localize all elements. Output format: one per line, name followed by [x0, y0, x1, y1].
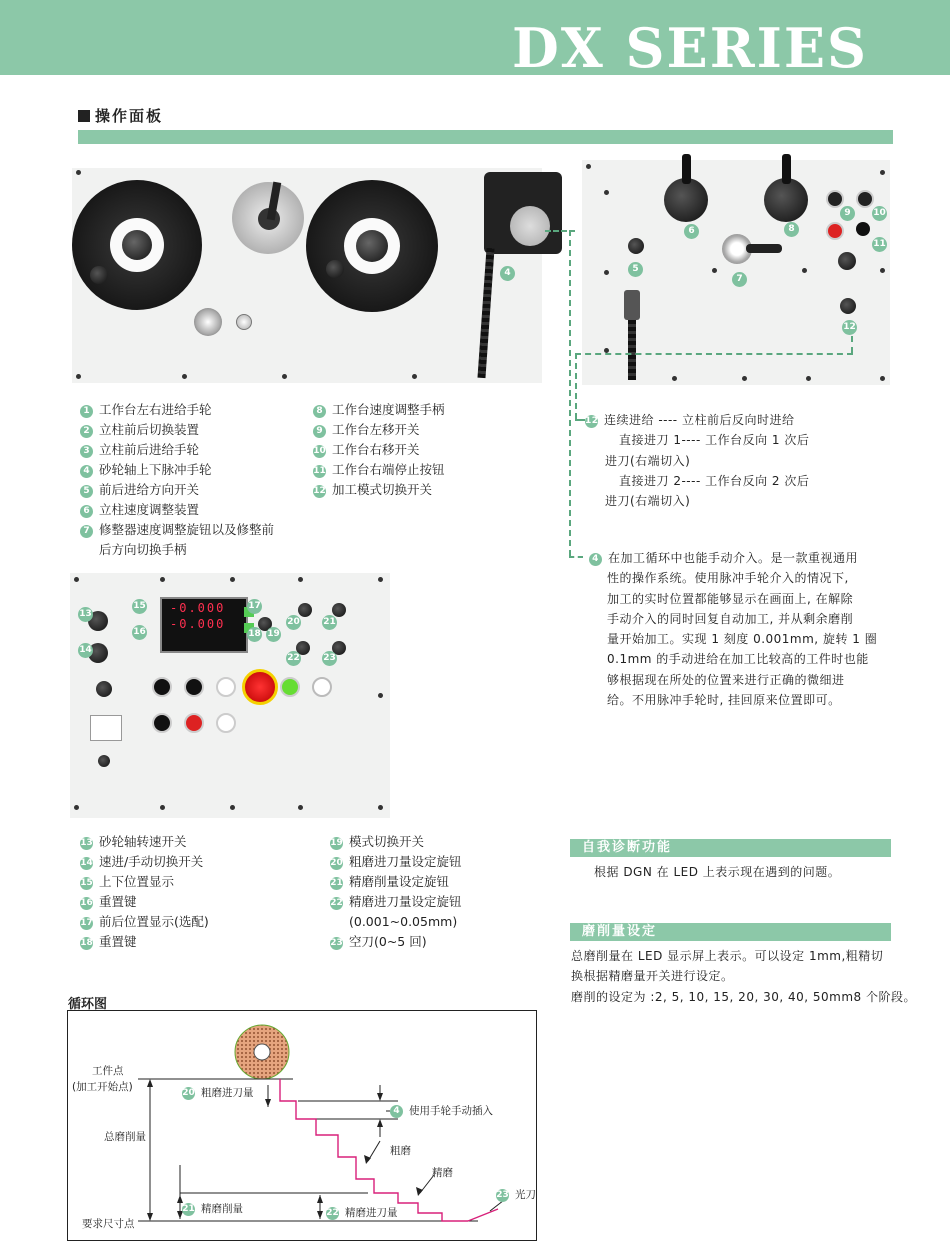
legend-number: 15	[80, 878, 93, 888]
grind-setting-title: 磨削量设定	[570, 923, 891, 941]
legend-number: 16	[80, 898, 93, 908]
self-diag-text: 根据 DGN 在 LED 上表示现在遇到的问题。	[594, 865, 841, 879]
legend-number: 20	[330, 858, 343, 868]
panel-label-9: 9	[840, 206, 855, 221]
legend-item: 9 工作台左移开关	[313, 420, 445, 440]
legend-number: 13	[80, 838, 93, 848]
panel-label-13: 13	[78, 607, 93, 622]
cycle-diagram-box	[67, 1010, 537, 1241]
legend-number: 23	[330, 938, 343, 948]
legend-item-cont: (0.001~0.05mm)	[349, 914, 458, 929]
panel-label-16: 16	[132, 625, 147, 640]
panel-label-6: 6	[684, 224, 699, 239]
cycle-title: 循环图	[68, 997, 108, 1012]
column-speed-knob	[664, 178, 708, 222]
panel-photo-control	[70, 573, 390, 818]
legend-list-3	[80, 832, 209, 952]
legend-list-4	[330, 832, 462, 952]
legend-item: 5 前后进给方向开关	[80, 480, 274, 500]
legend-number: 12	[313, 486, 326, 496]
legend-number: 7	[80, 525, 93, 538]
cycle-diagram	[68, 1011, 536, 1240]
legend-item: 15 上下位置显示	[80, 874, 175, 889]
note-4: 4 在加工循环中也能手动介入。是一款重视通用 性的操作系统。使用脉冲手轮介入的情况下, 加工的实时位置都能够显示在画面上, 在解除 手动介入的同时回复自动加工, 并从剩余磨削 量开始加工。实现 1 刻度 0.001mm, 旋转 1 圈 0.1mm 的手动进给在加工比较高的工件时也能 够根据现在所处的位置来进行正确的微细进 给。不用脉冲手轮时, 挂回原来位置即可。	[589, 548, 877, 710]
cycle-fine: 精磨	[432, 1167, 453, 1179]
legend-item: 6 立柱速度调整装置	[80, 500, 274, 520]
legend-number: 14	[80, 858, 93, 868]
legend-number: 1	[80, 405, 93, 418]
legend-number: 3	[80, 445, 93, 458]
led-readout-1: -0.000	[170, 601, 226, 615]
legend-item-cont: 后方向切换手柄	[99, 542, 187, 557]
legend-item: 8 工作台速度调整手柄	[313, 400, 445, 420]
legend-item: 10 工作台右移开关	[313, 442, 420, 457]
pulse-handwheel-cable	[477, 248, 494, 378]
series-title: DX SERIES	[512, 16, 868, 80]
legend-number: 6	[80, 505, 93, 518]
panel-label-4: 4	[500, 266, 515, 281]
cycle-rough-amt: 20 粗磨进刀量	[182, 1087, 254, 1099]
section-title	[78, 105, 163, 126]
panel-label-5: 5	[628, 262, 643, 277]
cycle-work-point: 工件点	[92, 1065, 124, 1077]
self-diag-title: 自我诊断功能	[570, 839, 891, 857]
cycle-work-point-sub: (加工开始点)	[72, 1081, 133, 1093]
legend-item: 13 砂轮轴转速开关	[80, 834, 187, 849]
legend-item: 23 空刀(0~5 回)	[330, 934, 427, 949]
panel-label-19: 19	[266, 627, 281, 642]
legend-item: 1 工作台左右进给手轮	[80, 400, 274, 420]
legend-number: 2	[80, 425, 93, 438]
grind-setting-text: 总磨削量在 LED 显示屏上表示。可以设定 1mm,粗精切 换根据精磨量开关进行设定。 磨削的设定为 :2, 5, 10, 15, 20, 30, 40, 50mm8 个阶段。	[571, 949, 916, 1004]
cycle-target: 要求尺寸点	[82, 1218, 135, 1230]
panel-photo-handwheels	[72, 168, 542, 383]
note-12: 12 连续进给 ---- 立柱前后反向时进给 直接进刀 1---- 工作台反向 1 次后 进刀(右端切入) 直接进刀 2---- 工作台反向 2 次后 进刀(右端切入)	[585, 413, 810, 509]
legend-number: 8	[313, 405, 326, 418]
legend-item: 22 精磨进刀量设定旋钮	[330, 894, 462, 909]
legend-list-2	[313, 400, 445, 500]
square-bullet-icon	[78, 110, 90, 122]
note-number: 12	[585, 416, 599, 426]
cycle-total: 总磨削量	[104, 1131, 146, 1143]
panel-label-17: 17	[247, 599, 262, 614]
legend-item: 4 砂轮轴上下脉冲手轮	[80, 460, 274, 480]
legend-item: 7 修整器速度调整旋钮以及修整前	[80, 520, 274, 540]
legend-item: 19 模式切换开关	[330, 834, 425, 849]
section-divider	[78, 130, 893, 144]
legend-number: 18	[80, 938, 93, 948]
panel-label-8: 8	[784, 222, 799, 237]
legend-number: 4	[80, 465, 93, 478]
legend-number: 22	[330, 898, 343, 908]
legend-number: 10	[313, 446, 326, 456]
note-number: 4	[589, 553, 602, 566]
legend-number: 9	[313, 425, 326, 438]
legend-number: 19	[330, 838, 343, 848]
cycle-manual: 4 使用手轮手动插入	[390, 1103, 493, 1118]
panel-label-11: 11	[872, 237, 887, 252]
cycle-rough: 粗磨	[390, 1145, 411, 1157]
panel-label-12: 12	[842, 320, 857, 335]
legend-item: 14 速进/手动切换开关	[80, 854, 204, 869]
panel-label-18: 18	[247, 627, 262, 642]
panel-label-7: 7	[732, 272, 747, 287]
legend-item: 21 精磨削量设定旋钮	[330, 874, 450, 889]
legend-number: 17	[80, 918, 93, 928]
emergency-stop-button	[242, 669, 278, 705]
led-readout-2: -0.000	[170, 617, 226, 631]
legend-item: 3 立柱前后进给手轮	[80, 440, 274, 460]
panel-label-20: 20	[286, 615, 301, 630]
panel-photo-switches	[582, 160, 890, 385]
section-title-text: 操作面板	[95, 107, 164, 125]
legend-item: 12 加工模式切换开关	[313, 482, 433, 497]
panel-label-14: 14	[78, 643, 93, 658]
panel-label-21: 21	[322, 615, 337, 630]
panel-label-10: 10	[872, 206, 887, 221]
legend-item: 16 重置键	[80, 894, 137, 909]
table-speed-knob	[764, 178, 808, 222]
legend-number: 11	[313, 466, 326, 476]
legend-list-1	[80, 400, 274, 560]
cycle-fine-feed: 22 精磨进刀量	[326, 1207, 398, 1219]
cycle-spark: 23 光刀	[496, 1189, 536, 1201]
legend-number: 5	[80, 485, 93, 498]
legend-item: 18 重置键	[80, 934, 137, 949]
legend-item: 20 粗磨进刀量设定旋钮	[330, 854, 462, 869]
legend-item: 17 前后位置显示(选配)	[80, 914, 209, 929]
panel-label-22: 22	[286, 651, 301, 666]
panel-label-15: 15	[132, 599, 147, 614]
legend-number: 21	[330, 878, 343, 888]
legend-item: 11 工作台右端停止按钮	[313, 462, 445, 477]
cycle-fine-amt: 21 精磨削量	[182, 1203, 243, 1215]
legend-item: 2 立柱前后切换装置	[80, 420, 274, 440]
panel-label-23: 23	[322, 651, 337, 666]
